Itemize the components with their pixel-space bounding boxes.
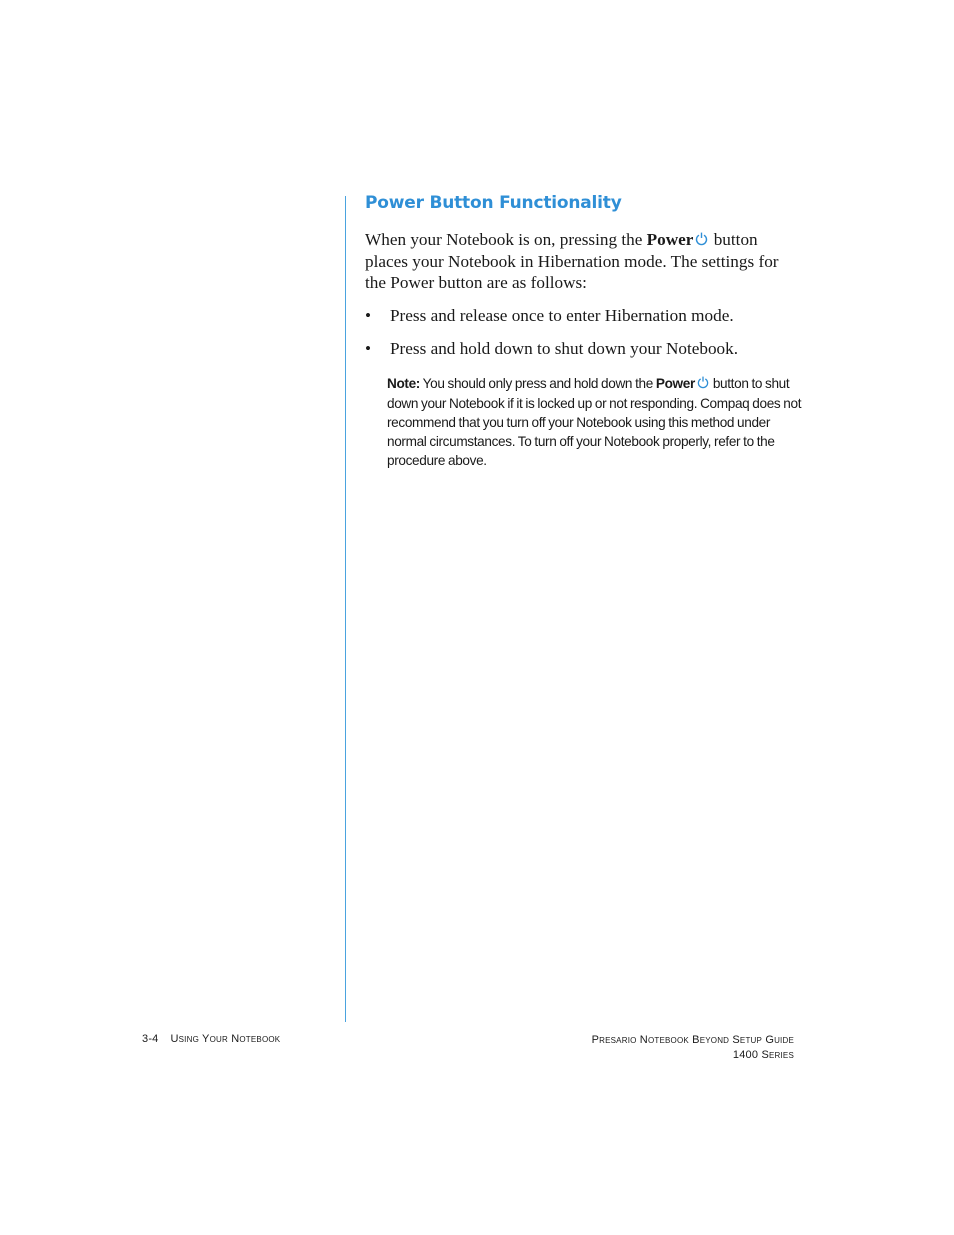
note-label: Note:	[387, 376, 420, 391]
list-item-text: Press and hold down to shut down your Notebook.	[390, 339, 739, 359]
note-text-2: button to shut down your Notebook if it is locked up or not responding. Compaq does not recommend that you turn off your Notebook using this method under normal circumstances. To turn off your Notebook properly, refer to the procedure above.	[387, 376, 802, 468]
book-series: 1400 Series	[732, 1049, 794, 1061]
footer-chapter	[142, 1033, 280, 1045]
list-item-text: Press and release once to enter Hibernation mode.	[390, 306, 734, 325]
note-text-1: You should only press and hold down the	[420, 376, 656, 391]
book-title: Presario Notebook Beyond Setup Guide	[591, 1034, 794, 1046]
settings-list	[365, 306, 795, 373]
list-item	[365, 306, 795, 327]
bullet-icon: •	[365, 339, 372, 359]
bullet-icon: •	[365, 306, 372, 325]
note-power-label: Power	[655, 376, 695, 391]
section-heading: Power Button Functionality	[365, 193, 622, 213]
power-icon	[695, 231, 708, 252]
power-icon	[697, 375, 709, 394]
margin-rule	[345, 196, 346, 1022]
page-number: 3-4	[142, 1033, 159, 1045]
list-item	[365, 339, 795, 360]
intro-paragraph	[365, 230, 795, 293]
intro-text-1: When your Notebook is on, pressing the	[365, 230, 647, 249]
note-paragraph	[387, 374, 807, 470]
footer-book	[592, 1033, 794, 1063]
intro-power-label: Power	[646, 230, 694, 249]
intro-text-2: button places your Notebook in Hibernation mode. The settings for the Power button are as follows:	[365, 230, 779, 292]
chapter-title: Using Your Notebook	[170, 1033, 281, 1045]
